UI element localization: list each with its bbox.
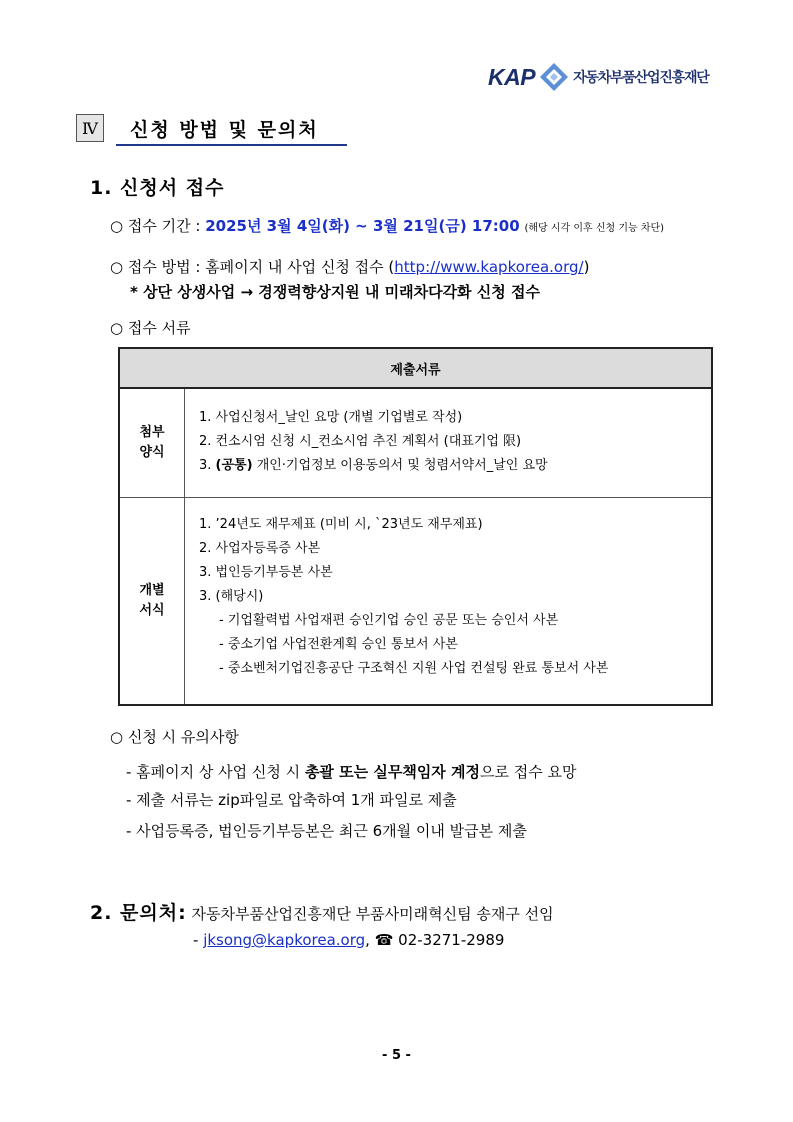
table-item: 3. 법인등기부등본 사본 [199,565,333,580]
circle-bullet-icon: ○ [110,258,124,276]
contact-dash: - [193,931,204,949]
item3-rest: 개인·기업정보 이용동의서 및 청렴서약서_날인 요망 [256,458,548,473]
part1-heading: 1. 신청서 접수 [90,177,225,199]
row-category-attachments: 첨부 양식 [120,389,185,497]
table-row-individual [120,497,711,704]
circle-bullet-icon: ○ [110,217,124,235]
row-body-individual [185,498,711,704]
method-label: 접수 방법 : 홈페이지 내 사업 신청 접수 ( [127,258,395,276]
page-number: - 5 - [382,1048,411,1063]
item3-num: 3. [199,458,212,473]
contact-email[interactable]: jksong@kapkorea.org [203,931,366,949]
note-3: - 사업등록증, 법인등기부등본은 최근 6개월 이내 발급본 제출 [126,822,527,840]
note-1-pre: - 홈페이지 상 사업 신청 시 [126,763,305,781]
circle-bullet-icon: ○ [110,319,124,337]
notes-line [110,726,239,747]
note-1-bold: 총괄 또는 실무책임자 계정 [304,763,480,781]
docs-line [110,317,191,338]
row-category-individual: 개별 서식 [120,498,185,704]
logo-kap-text: KAP [488,63,536,90]
table-item: 3. (해당시) [199,589,264,604]
circle-bullet-icon: ○ [110,728,124,746]
row-body-attachments [185,389,711,497]
table-item: 1. ’24년도 재무제표 (미비 시, `23년도 재무제표) [199,517,483,532]
contact-text: 자동차부품산업진흥재단 부품사미래혁신팀 송재구 선임 [191,905,554,923]
contact-line [90,898,554,925]
item3-bold: (공통) [215,458,253,473]
contact-sep: , [365,931,375,949]
table-item: 2. 컨소시엄 신청 시_컨소시엄 추진 계획서 (대표기업 限) [199,434,522,449]
part2-heading: 2. 문의처: [90,902,187,924]
documents-table [118,347,713,706]
note-1 [126,761,576,782]
note-2: - 제출 서류는 zip파일로 압축하여 1개 파일로 제출 [126,791,457,809]
logo-diamond-icon [539,62,569,92]
note-1-post: 으로 접수 요망 [480,763,577,781]
section-title: 신청 방법 및 문의처 [130,119,319,141]
logo [488,62,709,92]
table-subitem: - 기업활력법 사업재편 승인기업 승인 공문 또는 승인서 사본 [219,613,559,628]
docs-label: 접수 서류 [127,319,191,337]
table-subitem: - 중소기업 사업전환계획 승인 통보서 사본 [219,637,458,652]
period-note: (해당 시각 이후 신청 기능 차단) [524,223,665,234]
table-subitem: - 중소벤처기업진흥공단 구조혁신 지원 사업 컨설팅 완료 통보서 사본 [219,661,609,676]
table-row-attachments [120,389,711,497]
period-label: 접수 기간 : [127,217,201,235]
table-item: 2. 사업자등록증 사본 [199,541,321,556]
period-line [110,215,664,236]
phone-icon: ☎ [374,931,394,949]
logo-org-name: 자동차부품산업진흥재단 [573,70,709,86]
section-number: Ⅳ [76,114,104,142]
notes-label: 신청 시 유의사항 [127,728,239,746]
method-line [110,256,589,277]
table-header: 제출서류 [120,349,711,389]
table-item: 1. 사업신청서_날인 요망 (개별 기업별로 작성) [199,410,463,425]
contact-detail-line [193,931,504,949]
table-item [199,454,711,478]
contact-phone: 02-3271-2989 [393,931,505,949]
method-note: * 상단 상생사업 → 경쟁력향상지원 내 미래차다각화 신청 접수 [130,283,540,301]
method-close: ) [583,258,590,276]
method-link[interactable]: http://www.kapkorea.org/ [394,258,584,276]
section-underline [116,144,347,146]
period-value: 2025년 3월 4일(화) ~ 3월 21일(금) 17:00 [205,217,520,235]
